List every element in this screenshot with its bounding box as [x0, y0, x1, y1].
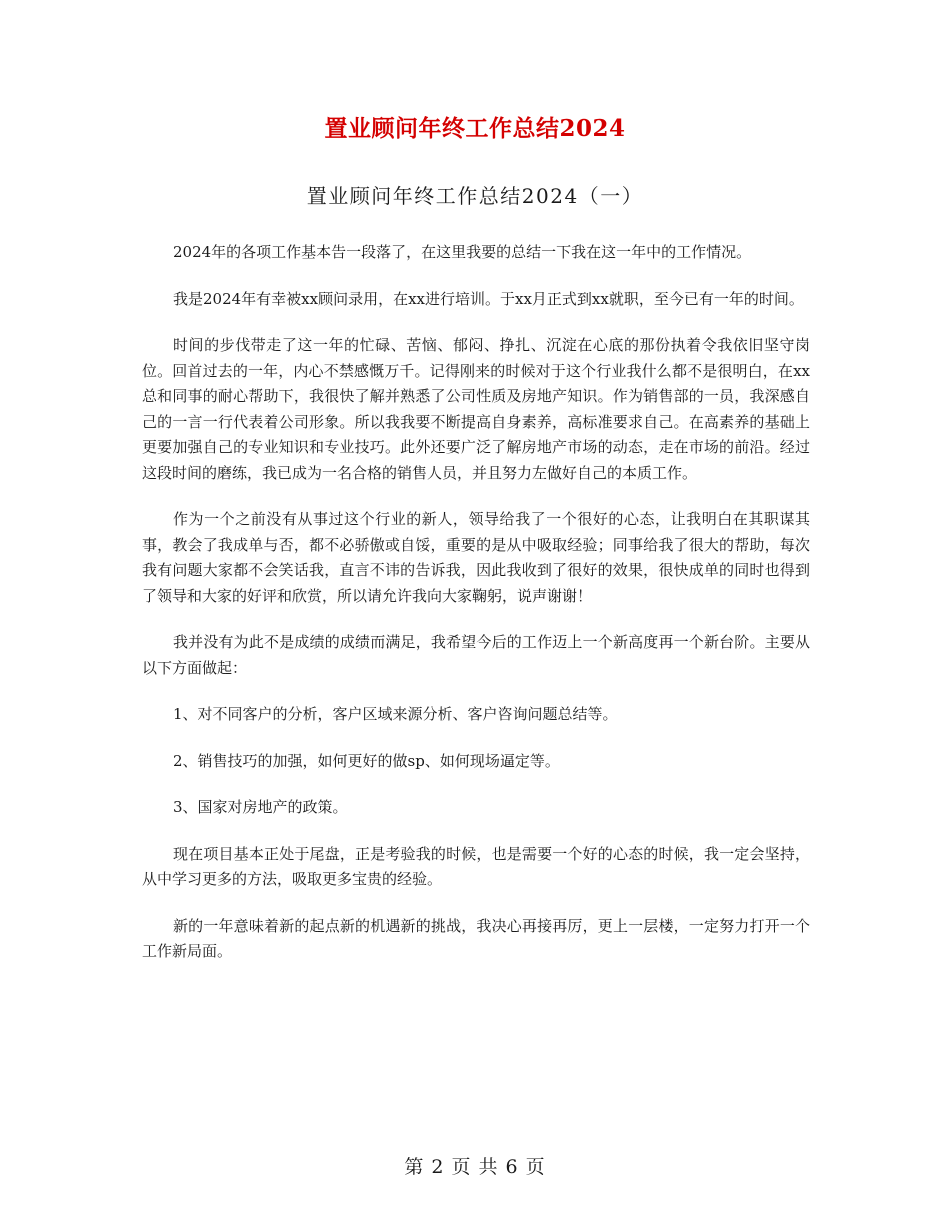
page-number-footer: 第 2 页 共 6 页 — [404, 1156, 546, 1178]
paragraph-reflection: 时间的步伐带走了这一年的忙碌、苦恼、郁闷、挣扎、沉淀在心底的那份执着令我依旧坚守岗位。回首过去的一年，内心不禁感慨万千。记得刚来的时候对于这个行业我什么都不是很明白，在xx总和同事的耐心帮助下，我很快了解并熟悉了公司性质及房地产知识。作为销售部的一员，我深感自己的一言一行代表着公司形象。所以我我要不断提高自身素养，高标准要求自己。在高素养的基础上更要加强自己的专业知识和专业技巧。此外还要广泛了解房地产市场的动态，走在市场的前沿。经过这段时间的磨练，我已成为一名合格的销售人员，并且努力左做好自己的本质工作。 — [142, 336, 810, 482]
paragraph-hiring: 我是2024年有幸被xx顾问录用，在xx进行培训。于xx月正式到xx就职，至今已有一年的时间。 — [173, 289, 804, 308]
list-item: 3、国家对房地产的政策。 — [173, 798, 348, 816]
document-title: 置业顾问年终工作总结2024 — [324, 115, 626, 142]
document-body — [142, 240, 810, 986]
list-item: 2、销售技巧的加强，如何更好的做sp、如何现场逼定等。 — [173, 751, 560, 770]
paragraph-goals: 我并没有为此不是成绩的成绩而满足，我希望今后的工作迈上一个新高度再一个新台阶。主要从以下方面做起： — [142, 633, 810, 677]
list-item: 1、对不同客户的分析，客户区域来源分析、客户咨询问题总结等。 — [173, 705, 618, 723]
paragraph-intro: 2024年的各项工作基本告一段落了，在这里我要的总结一下我在这一年中的工作情况。 — [173, 243, 752, 261]
paragraph-new-year: 新的一年意味着新的起点新的机遇新的挑战，我决心再接再厉，更上一层楼，一定努力打开一个工作新局面。 — [142, 916, 810, 960]
paragraph-gratitude: 作为一个之前没有从事过这个行业的新人，领导给我了一个很好的心态，让我明白在其职谋其事，教会了我成单与否，都不必骄傲或自馁，重要的是从中吸取经验；同事给我了很大的帮助，每次我有问题大家都不会笑话我，直言不讳的告诉我，因此我收到了很好的效果，很快成单的同时也得到了领导和大家的好评和欣赏，所以请允许我向大家鞠躬，说声谢谢！ — [142, 510, 810, 605]
section-subtitle: 置业顾问年终工作总结2024（一） — [306, 184, 644, 208]
paragraph-current-project: 现在项目基本正处于尾盘，正是考验我的时候，也是需要一个好的心态的时候，我一定会坚持，从中学习更多的方法，吸取更多宝贵的经验。 — [142, 844, 810, 888]
